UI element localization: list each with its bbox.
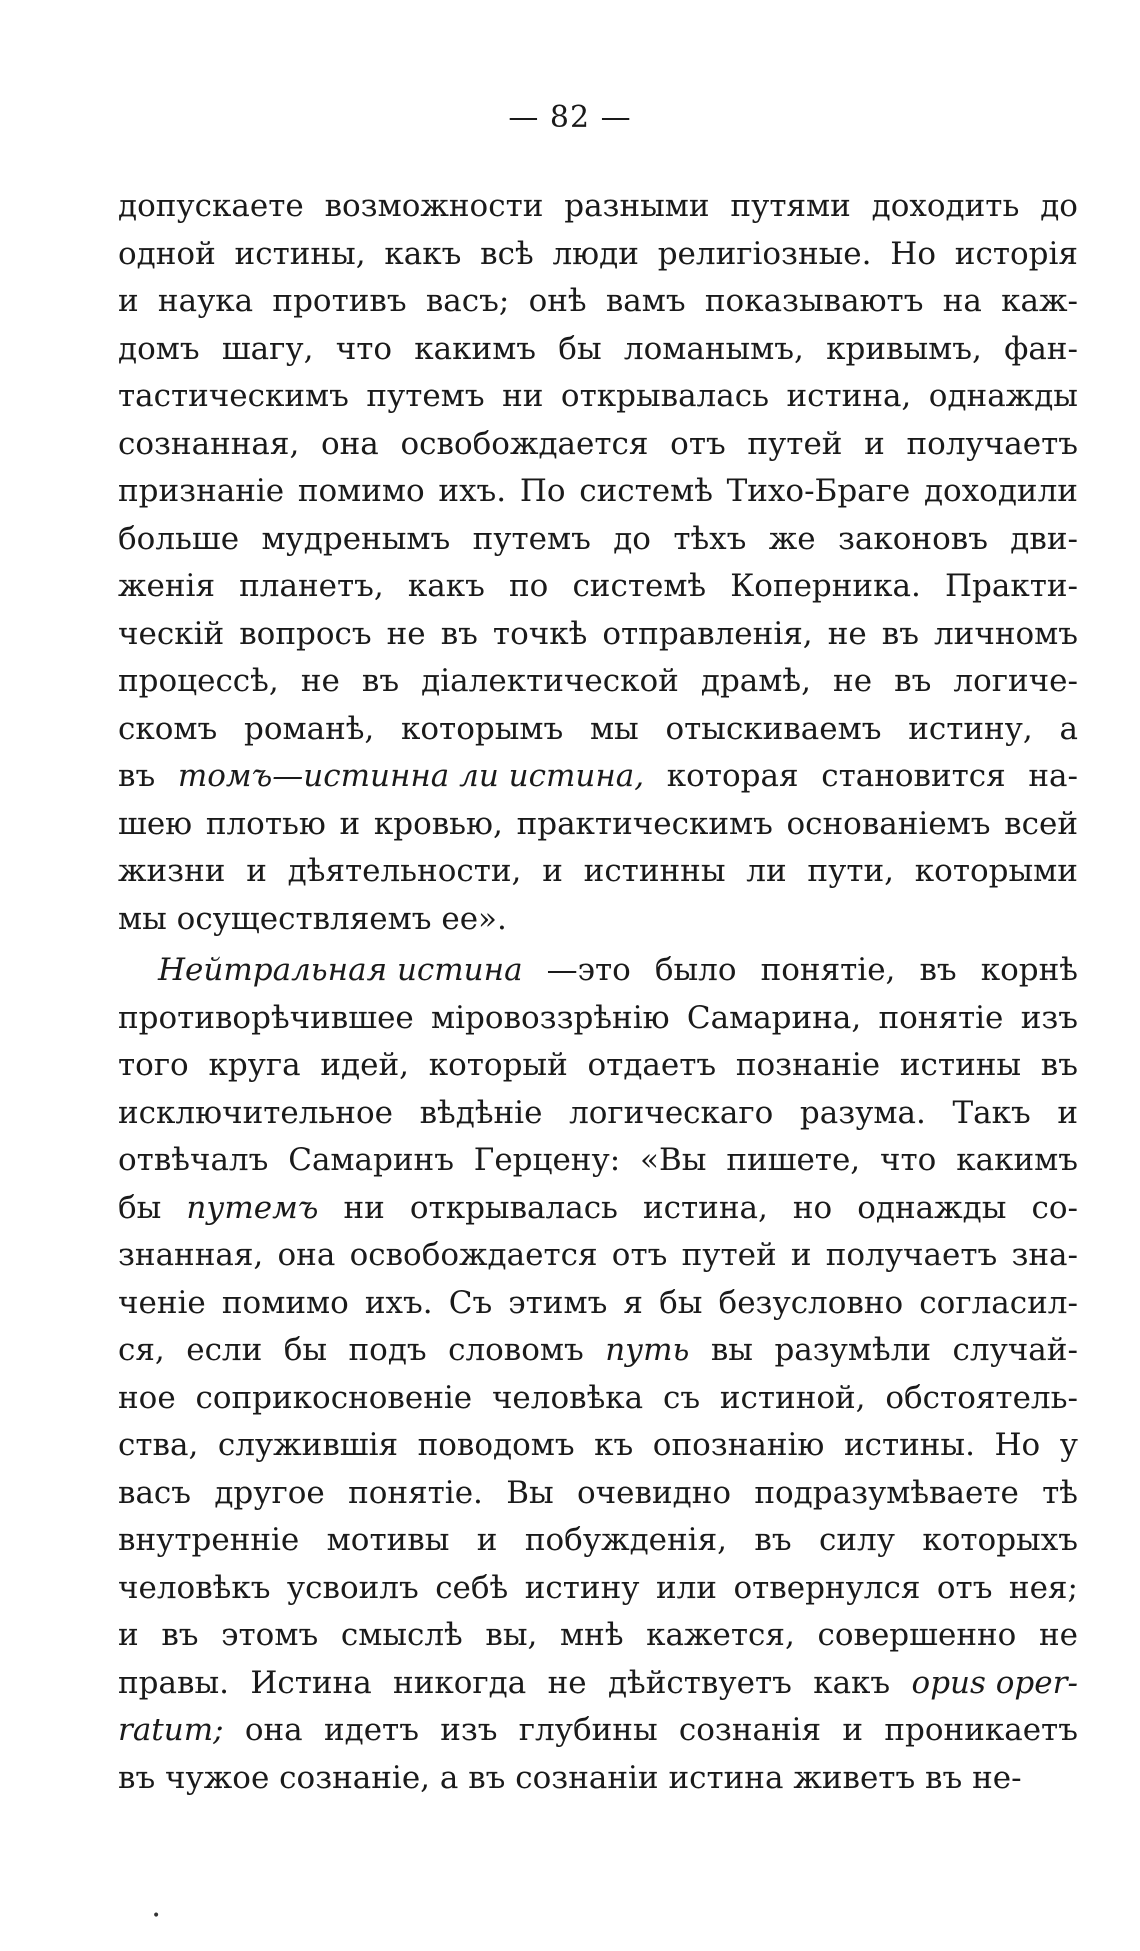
word: Практи- bbox=[944, 568, 1078, 604]
word: Но bbox=[890, 235, 936, 272]
word: съ bbox=[662, 1379, 701, 1416]
text-line bbox=[118, 995, 1078, 1043]
text-line bbox=[118, 1137, 1078, 1185]
word: вы bbox=[710, 1332, 753, 1368]
word: проникаетъ bbox=[884, 1712, 1078, 1748]
word: какимъ bbox=[956, 1142, 1078, 1178]
text-line bbox=[118, 1517, 1078, 1565]
word: ческій bbox=[118, 615, 225, 652]
word: въ bbox=[919, 952, 957, 988]
text-line bbox=[118, 231, 1078, 279]
word: вамъ bbox=[605, 283, 686, 319]
word: практическимъ bbox=[516, 805, 773, 842]
word: возможности bbox=[324, 188, 544, 224]
word: къ bbox=[594, 1427, 634, 1463]
word: подразумѣваете bbox=[754, 1474, 1019, 1511]
word: ное bbox=[118, 1379, 176, 1416]
word: однажды bbox=[857, 1189, 1007, 1226]
word: понятіе. bbox=[348, 1474, 483, 1511]
word: Но bbox=[994, 1427, 1041, 1463]
text-line bbox=[118, 1660, 1078, 1708]
word: ихъ. bbox=[438, 473, 507, 509]
word: логическаго bbox=[569, 1094, 774, 1131]
word: глубины bbox=[518, 1712, 658, 1748]
word: кровью, bbox=[373, 805, 503, 842]
word: тѣхъ bbox=[673, 520, 747, 557]
italic-word: путь bbox=[605, 1332, 690, 1368]
word: вопросъ bbox=[239, 615, 372, 652]
word: дѣятельности, bbox=[287, 853, 522, 889]
word: какъ bbox=[813, 1664, 891, 1701]
word: ихъ. bbox=[364, 1284, 433, 1321]
word: отдаетъ bbox=[587, 1047, 717, 1083]
word: процессѣ, bbox=[118, 663, 279, 699]
word: истины. bbox=[843, 1427, 975, 1463]
word: путемъ bbox=[366, 378, 485, 414]
word: и bbox=[246, 853, 267, 889]
word: сознаніе, bbox=[279, 1759, 431, 1796]
word: и bbox=[118, 283, 139, 319]
word: въ bbox=[118, 1759, 156, 1796]
italic-word: Нейтральная истина bbox=[158, 952, 523, 988]
word: шагу, bbox=[221, 330, 314, 367]
word: фан- bbox=[1004, 330, 1078, 367]
word: домъ bbox=[118, 330, 200, 367]
word: не- bbox=[972, 1759, 1022, 1796]
text-line bbox=[118, 516, 1078, 564]
word: идей, bbox=[320, 1047, 409, 1083]
word: въ bbox=[440, 615, 478, 652]
word: поводомъ bbox=[417, 1427, 575, 1463]
word: этимъ bbox=[508, 1284, 608, 1321]
word: путемъ bbox=[472, 520, 591, 557]
word: не bbox=[547, 1664, 587, 1701]
text-line bbox=[118, 947, 1078, 995]
word: разумѣли bbox=[774, 1332, 932, 1368]
word: сознанная, bbox=[118, 425, 300, 462]
word: и bbox=[864, 425, 885, 462]
word: ства, bbox=[118, 1427, 199, 1463]
word: скомъ bbox=[118, 710, 218, 747]
word: васъ bbox=[118, 1474, 192, 1511]
word: сознаніи bbox=[515, 1759, 659, 1796]
word: со- bbox=[1031, 1189, 1078, 1226]
word: діалектической bbox=[421, 663, 679, 699]
text-line bbox=[118, 1565, 1078, 1613]
word: —это bbox=[546, 952, 631, 988]
word: По bbox=[519, 473, 566, 509]
word: до bbox=[1040, 188, 1078, 224]
word: ли bbox=[746, 853, 787, 889]
word: правы. bbox=[118, 1664, 229, 1701]
word: освобождается bbox=[349, 1237, 598, 1273]
word: по bbox=[508, 568, 549, 604]
text-line bbox=[118, 326, 1078, 374]
word: міровоззрѣнію bbox=[431, 999, 670, 1036]
word: она bbox=[320, 425, 379, 462]
word: освобождается bbox=[400, 425, 649, 462]
word: получаетъ bbox=[825, 1237, 998, 1273]
word: не bbox=[833, 663, 873, 699]
word: служившія bbox=[217, 1427, 399, 1463]
text-line bbox=[118, 706, 1078, 754]
word: путей bbox=[681, 1237, 777, 1273]
word: Самаринъ bbox=[288, 1142, 454, 1178]
word: я bbox=[623, 1284, 643, 1321]
word: отправленія, bbox=[602, 615, 813, 652]
text-line bbox=[118, 1470, 1078, 1518]
word: мнѣ bbox=[560, 1617, 624, 1653]
word: шею bbox=[118, 805, 193, 842]
word: этомъ bbox=[221, 1617, 319, 1653]
word: и bbox=[842, 1712, 864, 1748]
word: въ bbox=[1040, 1047, 1078, 1083]
word: разума. bbox=[799, 1094, 926, 1131]
word: онѣ bbox=[528, 283, 587, 319]
word: ее». bbox=[441, 900, 507, 937]
word: было bbox=[654, 952, 737, 988]
word: личномъ bbox=[933, 615, 1078, 652]
word: чужое bbox=[165, 1759, 270, 1796]
word: другое bbox=[214, 1474, 325, 1511]
word: ломанымъ, bbox=[623, 330, 804, 367]
word: мотивы bbox=[326, 1522, 450, 1558]
word: путями bbox=[730, 188, 851, 224]
word: религіозные. bbox=[657, 235, 872, 272]
word: Такъ bbox=[952, 1094, 1031, 1131]
word: доходили bbox=[923, 473, 1078, 509]
word: нея; bbox=[1008, 1569, 1078, 1606]
word: пути, bbox=[807, 853, 894, 889]
word: словомъ bbox=[448, 1332, 584, 1368]
word: доходить bbox=[871, 188, 1020, 224]
word: дѣйствуетъ bbox=[607, 1664, 792, 1701]
word: кривымъ, bbox=[826, 330, 982, 367]
word: люди bbox=[552, 235, 639, 272]
word: и bbox=[1057, 1094, 1078, 1131]
text-line bbox=[118, 896, 1078, 944]
word: сознанія bbox=[678, 1712, 822, 1748]
word: Съ bbox=[448, 1284, 493, 1321]
text-line bbox=[118, 1612, 1078, 1660]
word: же bbox=[768, 520, 816, 557]
word: у bbox=[1059, 1427, 1078, 1463]
word: не bbox=[827, 615, 867, 652]
word: а bbox=[439, 1759, 459, 1796]
word: Герцену: bbox=[473, 1142, 621, 1178]
italic-word: томъ—истинна ли истина, bbox=[177, 758, 645, 794]
word: основаніемъ bbox=[786, 805, 991, 842]
word: бы bbox=[118, 1189, 162, 1226]
word: познаніе bbox=[735, 1047, 881, 1083]
word: если bbox=[186, 1332, 263, 1368]
word: подъ bbox=[348, 1332, 427, 1368]
word: опознанію bbox=[652, 1427, 825, 1463]
text-line bbox=[118, 1755, 1078, 1803]
word: отыскиваемъ bbox=[665, 710, 882, 747]
word: въ bbox=[161, 1617, 199, 1653]
word: на bbox=[942, 283, 982, 319]
text-line bbox=[118, 1232, 1078, 1280]
word: васъ; bbox=[425, 283, 510, 319]
text-line bbox=[118, 278, 1078, 326]
word: мы bbox=[589, 710, 639, 747]
word: законовъ bbox=[837, 520, 988, 557]
word: отъ bbox=[936, 1569, 993, 1606]
word: получаетъ bbox=[906, 425, 1078, 462]
italic-word: opus oper- bbox=[911, 1664, 1078, 1701]
word: ни bbox=[502, 378, 544, 414]
word: и bbox=[339, 805, 361, 842]
word: драмѣ, bbox=[700, 663, 811, 699]
text-line bbox=[118, 183, 1078, 231]
word: вы, bbox=[485, 1617, 538, 1653]
word: осуществляемъ bbox=[176, 900, 432, 937]
word: планетъ, bbox=[239, 568, 384, 604]
word: «Вы bbox=[640, 1142, 707, 1178]
word: истину, bbox=[908, 710, 1033, 747]
word: живетъ bbox=[793, 1759, 916, 1796]
word: въ bbox=[925, 1759, 963, 1796]
word: понятіе bbox=[878, 999, 1004, 1036]
word: и bbox=[118, 1617, 139, 1653]
word: истину bbox=[524, 1569, 640, 1606]
word: отъ bbox=[611, 1237, 668, 1273]
word: всей bbox=[1004, 805, 1078, 842]
word: исключительное bbox=[118, 1094, 393, 1131]
word: Коперника. bbox=[730, 568, 921, 604]
text-line bbox=[118, 1375, 1078, 1423]
word: помимо bbox=[297, 473, 425, 509]
word: и bbox=[790, 1237, 812, 1273]
word: истиной, bbox=[719, 1379, 866, 1416]
word: исторія bbox=[954, 235, 1078, 272]
word: изъ bbox=[1020, 999, 1078, 1036]
word: Тихо-Браге bbox=[726, 473, 911, 509]
word: человѣка bbox=[491, 1379, 644, 1416]
word: внутренніе bbox=[118, 1522, 300, 1558]
word: каж- bbox=[1001, 283, 1078, 319]
text-line bbox=[118, 421, 1078, 469]
word: соприкосновеніе bbox=[195, 1379, 473, 1416]
word: круга bbox=[208, 1047, 301, 1083]
text-line bbox=[118, 801, 1078, 849]
word: противорѣчившее bbox=[118, 999, 414, 1036]
word: Вы bbox=[506, 1474, 554, 1511]
text-line bbox=[118, 1422, 1078, 1470]
word: совершенно bbox=[817, 1617, 1017, 1653]
word: какъ bbox=[384, 235, 462, 272]
paragraph bbox=[118, 947, 1078, 1802]
word: въ bbox=[361, 663, 400, 699]
word: показываютъ bbox=[704, 283, 924, 319]
word: пишете, bbox=[726, 1142, 861, 1178]
word: идетъ bbox=[323, 1712, 419, 1748]
word: обстоятель- bbox=[885, 1379, 1078, 1416]
word: признаніе bbox=[118, 473, 285, 509]
word: открывалась bbox=[409, 1189, 618, 1226]
italic-word: путемъ bbox=[186, 1189, 319, 1226]
word: больше bbox=[118, 520, 240, 557]
word: безусловно bbox=[718, 1284, 904, 1321]
word: Истина bbox=[250, 1664, 372, 1701]
word: бы bbox=[283, 1332, 328, 1368]
word: истины bbox=[899, 1047, 1022, 1083]
text-line bbox=[118, 1042, 1078, 1090]
word: очевидно bbox=[577, 1474, 732, 1511]
text-line bbox=[118, 373, 1078, 421]
word: бы bbox=[558, 330, 602, 367]
word: а bbox=[1059, 710, 1078, 747]
text-line bbox=[118, 563, 1078, 611]
word: какимъ bbox=[414, 330, 537, 367]
body-text bbox=[118, 183, 1078, 1802]
word: жизни bbox=[118, 853, 226, 889]
word: побужденія, bbox=[524, 1522, 728, 1558]
word: никогда bbox=[393, 1664, 527, 1701]
word: кажется, bbox=[646, 1617, 795, 1653]
word: женія bbox=[118, 568, 215, 604]
word: себѣ bbox=[435, 1569, 509, 1606]
word: но bbox=[792, 1189, 833, 1226]
word: становится bbox=[821, 758, 1006, 794]
word: смыслѣ bbox=[340, 1617, 463, 1653]
text-line bbox=[118, 1327, 1078, 1375]
word: романѣ, bbox=[243, 710, 375, 747]
word: бы bbox=[659, 1284, 703, 1321]
word: тастическимъ bbox=[118, 378, 349, 414]
word: помимо bbox=[221, 1284, 349, 1321]
stray-ink-mark: • bbox=[152, 1908, 161, 1924]
word: ся, bbox=[118, 1332, 165, 1368]
word: истинны bbox=[583, 853, 726, 889]
text-line bbox=[118, 1185, 1078, 1233]
word: вѣдѣніе bbox=[419, 1094, 543, 1131]
word: отвѣчалъ bbox=[118, 1142, 269, 1178]
word: понятіе, bbox=[760, 952, 896, 988]
word: того bbox=[118, 1047, 189, 1083]
text-line bbox=[118, 658, 1078, 706]
word: однажды bbox=[928, 378, 1078, 414]
word: не bbox=[1038, 1617, 1078, 1653]
word: дви- bbox=[1010, 520, 1078, 557]
word: въ bbox=[894, 663, 932, 699]
page-number: — 82 — bbox=[508, 100, 632, 135]
word: силу bbox=[818, 1522, 895, 1558]
word: согласил- bbox=[919, 1284, 1078, 1321]
word: мудренымъ bbox=[261, 520, 451, 557]
word: усвоилъ bbox=[286, 1569, 419, 1606]
word: случай- bbox=[952, 1332, 1078, 1368]
text-line bbox=[118, 753, 1078, 801]
word: корнѣ bbox=[980, 952, 1078, 988]
word: зна- bbox=[1011, 1237, 1078, 1273]
paragraph bbox=[118, 183, 1078, 943]
word: знанная, bbox=[118, 1237, 264, 1273]
word: не bbox=[386, 615, 426, 652]
word: истина bbox=[668, 1759, 784, 1796]
word: до bbox=[613, 520, 651, 557]
word: отвернулся bbox=[733, 1569, 921, 1606]
word: изъ bbox=[440, 1712, 498, 1748]
word: точкѣ bbox=[492, 615, 588, 652]
word: системѣ bbox=[579, 473, 713, 509]
word: мы bbox=[118, 900, 167, 937]
text-line bbox=[118, 848, 1078, 896]
word: одной bbox=[118, 235, 216, 272]
word: логиче- bbox=[953, 663, 1078, 699]
word: которая bbox=[666, 758, 799, 794]
word: ни bbox=[343, 1189, 385, 1226]
word: она bbox=[277, 1237, 336, 1273]
word: истина, bbox=[786, 378, 912, 414]
word: въ bbox=[881, 615, 919, 652]
word: которыхъ bbox=[922, 1522, 1078, 1558]
word: истины, bbox=[234, 235, 366, 272]
word: человѣкъ bbox=[118, 1569, 271, 1606]
text-line bbox=[118, 468, 1078, 516]
word: что bbox=[880, 1142, 937, 1178]
italic-word: ratum; bbox=[118, 1712, 224, 1748]
word: она bbox=[244, 1712, 303, 1748]
word: не bbox=[300, 663, 340, 699]
text-line bbox=[118, 1707, 1078, 1755]
word: и bbox=[542, 853, 563, 889]
word: системѣ bbox=[572, 568, 707, 604]
text-line bbox=[118, 1090, 1078, 1138]
word: противъ bbox=[272, 283, 407, 319]
word: какъ bbox=[407, 568, 485, 604]
word: путей bbox=[747, 425, 843, 462]
word: въ bbox=[468, 1759, 506, 1796]
word: ченіе bbox=[118, 1284, 206, 1321]
word: которымъ bbox=[401, 710, 564, 747]
word: которыми bbox=[914, 853, 1078, 889]
word: или bbox=[655, 1569, 717, 1606]
word: на- bbox=[1028, 758, 1078, 794]
word: и bbox=[476, 1522, 498, 1558]
word: Самарина, bbox=[686, 999, 862, 1036]
word: всѣ bbox=[480, 235, 534, 272]
word: допускаете bbox=[118, 188, 304, 224]
text-line bbox=[118, 611, 1078, 659]
word: истина, bbox=[642, 1189, 768, 1226]
word: который bbox=[428, 1047, 568, 1083]
word: тѣ bbox=[1042, 1474, 1078, 1511]
word: разными bbox=[564, 188, 710, 224]
word: въ bbox=[118, 758, 156, 794]
word: отъ bbox=[670, 425, 726, 462]
word: въ bbox=[754, 1522, 792, 1558]
word: что bbox=[335, 330, 393, 367]
word: наука bbox=[157, 283, 254, 319]
text-line bbox=[118, 1280, 1078, 1328]
word: плотью bbox=[205, 805, 326, 842]
word: открывалась bbox=[560, 378, 769, 414]
